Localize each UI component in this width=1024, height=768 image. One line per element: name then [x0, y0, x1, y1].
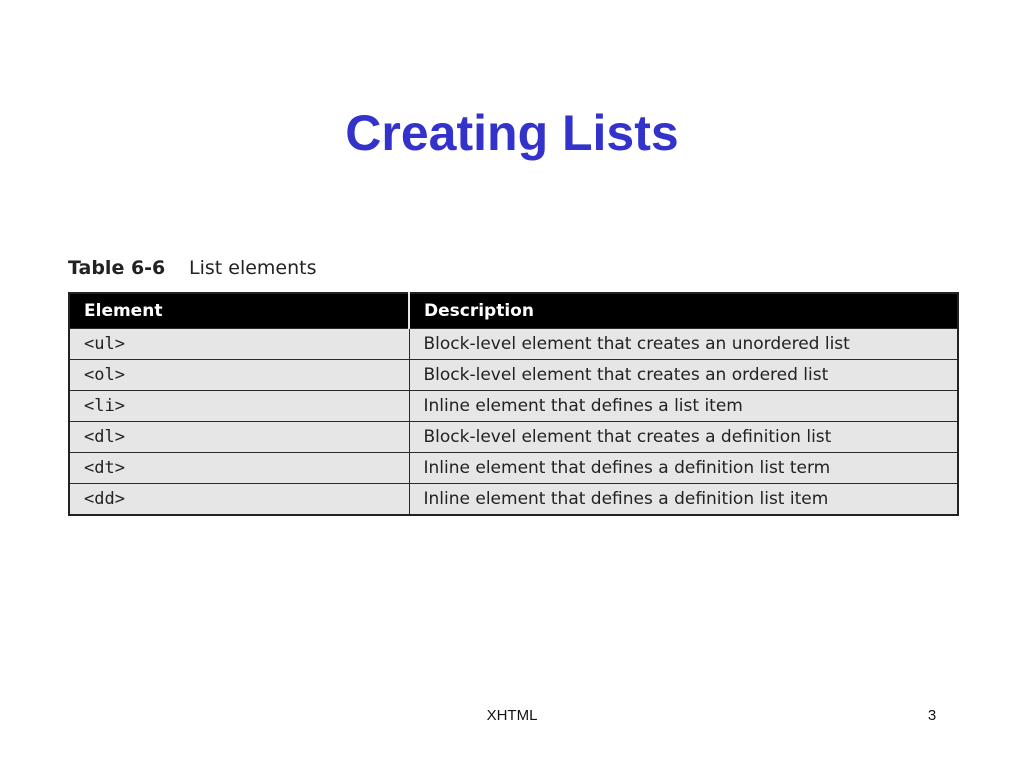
element-cell: <li> — [69, 391, 409, 422]
element-cell: <dd> — [69, 484, 409, 516]
table-caption-number: Table 6-6 — [68, 257, 166, 279]
table-caption-text: List elements — [189, 257, 317, 279]
table-caption — [68, 257, 317, 279]
list-elements-table — [68, 292, 959, 516]
description-cell: Block-level element that creates a definition list — [409, 422, 958, 453]
table-row — [69, 329, 958, 360]
column-header-description: Description — [409, 293, 958, 329]
table-row — [69, 453, 958, 484]
description-cell: Block-level element that creates an unordered list — [409, 329, 958, 360]
element-cell: <dl> — [69, 422, 409, 453]
element-cell: <dt> — [69, 453, 409, 484]
element-cell: <ul> — [69, 329, 409, 360]
table-row — [69, 484, 958, 516]
slide-title: Creating Lists — [345, 105, 679, 161]
element-cell: <ol> — [69, 360, 409, 391]
table-row — [69, 360, 958, 391]
table-row — [69, 391, 958, 422]
page-number: 3 — [927, 707, 937, 724]
description-cell: Inline element that defines a definition list term — [409, 453, 958, 484]
description-cell: Block-level element that creates an ordered list — [409, 360, 958, 391]
footer-label: XHTML — [486, 707, 538, 724]
column-header-element: Element — [69, 293, 409, 329]
table-header-row — [69, 293, 958, 329]
table-row — [69, 422, 958, 453]
description-cell: Inline element that defines a list item — [409, 391, 958, 422]
description-cell: Inline element that defines a definition list item — [409, 484, 958, 516]
